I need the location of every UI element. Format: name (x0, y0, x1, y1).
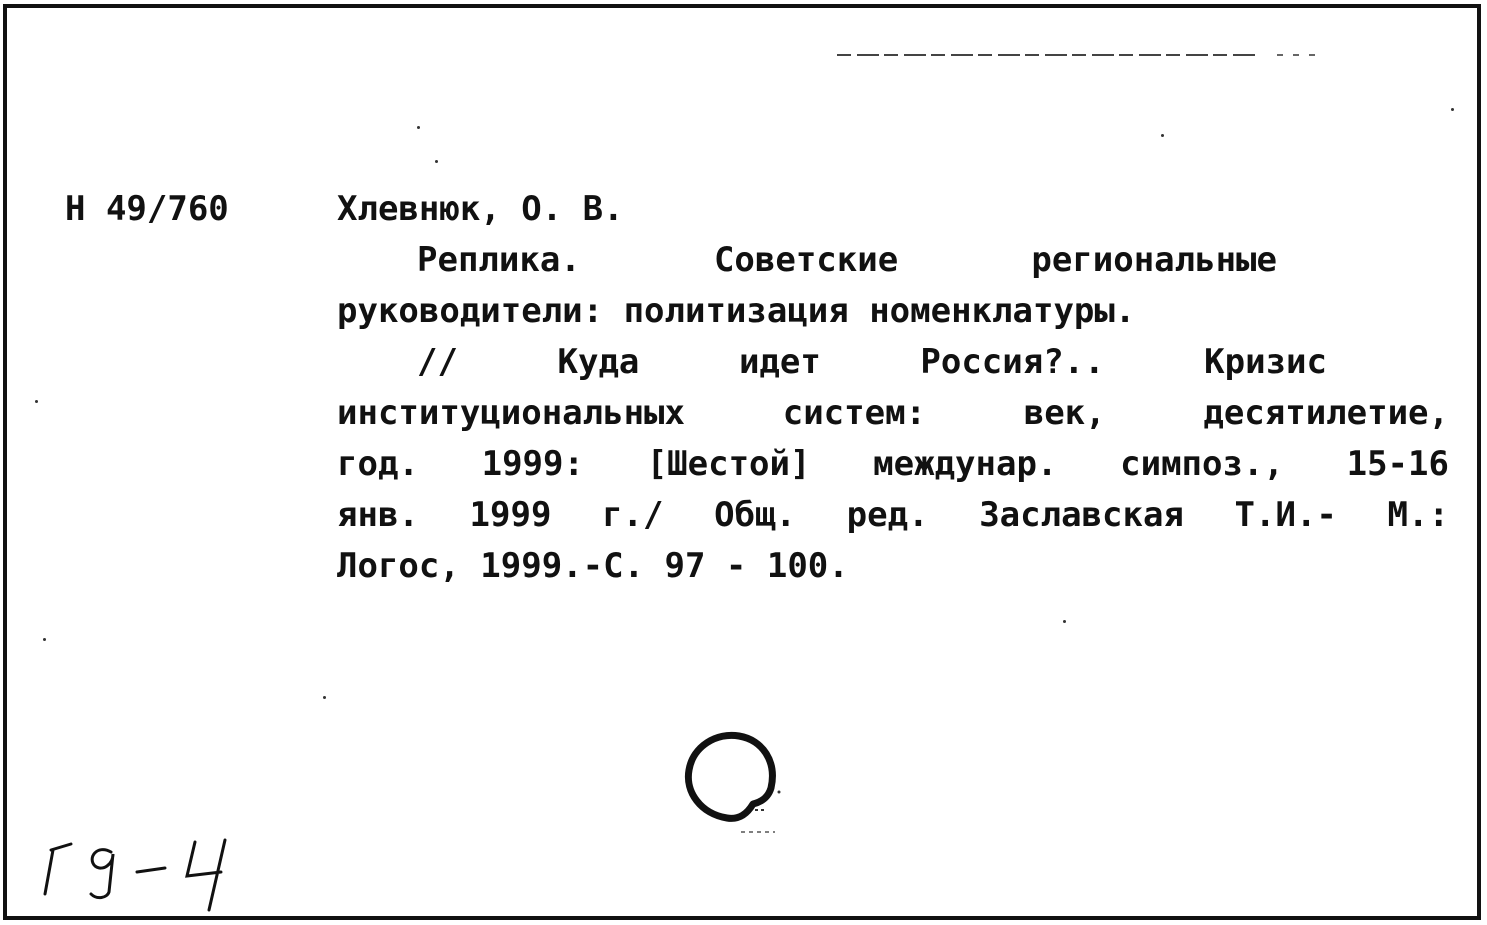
handwritten-note (37, 830, 257, 920)
speck (323, 696, 326, 699)
word: десятилетие, (1203, 393, 1449, 433)
word: ред. (846, 495, 929, 535)
speck (43, 638, 46, 641)
word: Куда (557, 342, 640, 382)
word: Заславская (979, 495, 1184, 535)
source-line-1 (337, 337, 1449, 388)
title-line-2: руководители: политизация номенклатуры. (337, 291, 1136, 331)
word: Советские (713, 240, 899, 280)
word: симпоз., (1120, 444, 1284, 484)
word: 15-16 (1346, 444, 1449, 484)
source-line-4 (337, 490, 1449, 541)
dashed-rule (837, 48, 1317, 62)
speck (1451, 108, 1454, 111)
word: век, (1023, 393, 1106, 433)
word: систем: (782, 393, 927, 433)
title-line-1 (337, 235, 1449, 286)
word: междунар. (873, 444, 1058, 484)
word: г./ (602, 495, 664, 535)
catalog-card (3, 4, 1481, 920)
word: год. (337, 444, 419, 484)
speck (1161, 134, 1164, 137)
word: [Шестой] (646, 444, 811, 484)
author-line: Хлевнюк, О. В. (337, 189, 624, 229)
word: М.: (1387, 495, 1449, 535)
word: Общ. (714, 495, 797, 535)
word: // (417, 342, 458, 382)
speck (435, 160, 438, 163)
word: идет (738, 342, 821, 382)
word: Реплика. (417, 240, 581, 280)
word: Россия?.. (920, 342, 1105, 382)
bibliographic-entry (337, 184, 1449, 592)
word: 1999 (469, 495, 552, 535)
speck (1063, 620, 1066, 623)
source-line-2 (337, 388, 1449, 439)
punch-hole-icon (675, 726, 805, 846)
word: региональные (1031, 240, 1277, 280)
word: янв. (337, 495, 419, 535)
source-line-3 (337, 439, 1449, 490)
speck (35, 400, 38, 403)
source-line-5: Логос, 1999.-С. 97 - 100. (337, 546, 849, 586)
word: Кризис (1204, 342, 1327, 382)
word: 1999: (481, 444, 584, 484)
word: Т.И.- (1234, 495, 1337, 535)
speck (417, 126, 420, 129)
shelfmark: Н 49/760 (65, 189, 229, 229)
word: институциональных (337, 393, 685, 433)
